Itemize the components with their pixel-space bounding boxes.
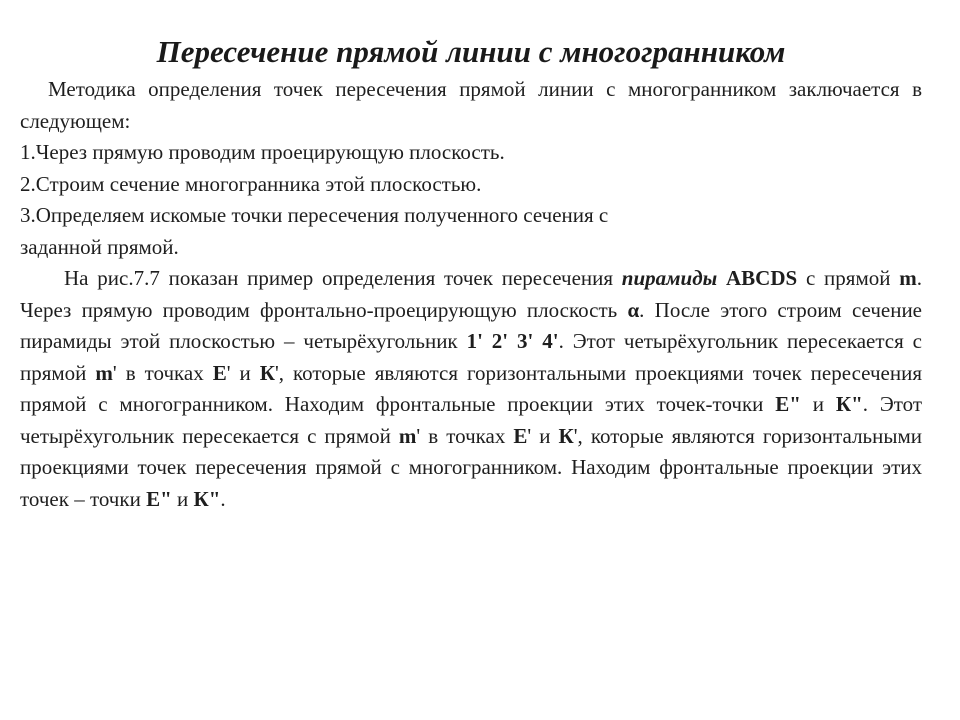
pyramid-word: пирамиды — [621, 266, 718, 290]
slide-title: Пересечение прямой линии с многогранником — [156, 34, 786, 69]
step-3-continuation: заданной прямой. — [20, 234, 179, 259]
quadrilateral-label: 1' 2' 3' 4' — [466, 329, 559, 353]
example-paragraph: На рис.7.7 показан пример определения точек пересечения пирамиды ABCDS с прямой m. Через прямую проводим фронтально-проецирующую плоскость α. После этого строим сечение пирамиды этой плоскостью – четырёхугольник 1' 2' 3' 4'. Этот четырёхугольник пересекается с прямой m' в точках E' и К', которые являются горизонтальными проекциями точек пересечения прямой с многогранником. Находим фронтальные проекции этих точек-точки E" и К". Этот четырёхугольник пересекается с прямой m' в точках E' и К', которые являются горизонтальными проекциями точек пересечения прямой с многогранником. Находим фронтальные проекции этих точек – точки E" и К". — [20, 266, 923, 511]
step-2: 2.Строим сечение многогранника этой плоскостью. — [20, 171, 482, 196]
point-k-horizontal: К — [259, 360, 275, 385]
point-e-frontal: E" — [775, 392, 801, 416]
line-m: m — [899, 266, 917, 290]
intro-paragraph — [20, 74, 922, 137]
example-text: На рис.7.7 показан пример определения точек пересечения — [64, 266, 622, 290]
line-m-horizontal-2: m — [398, 423, 417, 448]
point-e-horizontal-2: E — [513, 423, 528, 448]
point-k-horizontal-2: К — [558, 423, 574, 448]
intro-text: Методика определения точек пересечения прямой линии с многогранником заключается в следующем: — [20, 77, 922, 133]
step-3: 3.Определяем искомые точки пересечения полученного сечения с — [20, 203, 609, 227]
line-m-horizontal: m — [95, 360, 113, 385]
point-k-frontal: К" — [835, 392, 863, 416]
point-e-frontal-2: E" — [146, 486, 172, 511]
pyramid-name: ABCDS — [726, 266, 798, 290]
point-k-frontal-2: К" — [193, 486, 221, 511]
point-e-horizontal: E — [212, 360, 227, 385]
plane-alpha: α — [627, 297, 640, 322]
step-1: 1.Через прямую проводим проецирующую плоскость. — [20, 140, 505, 164]
